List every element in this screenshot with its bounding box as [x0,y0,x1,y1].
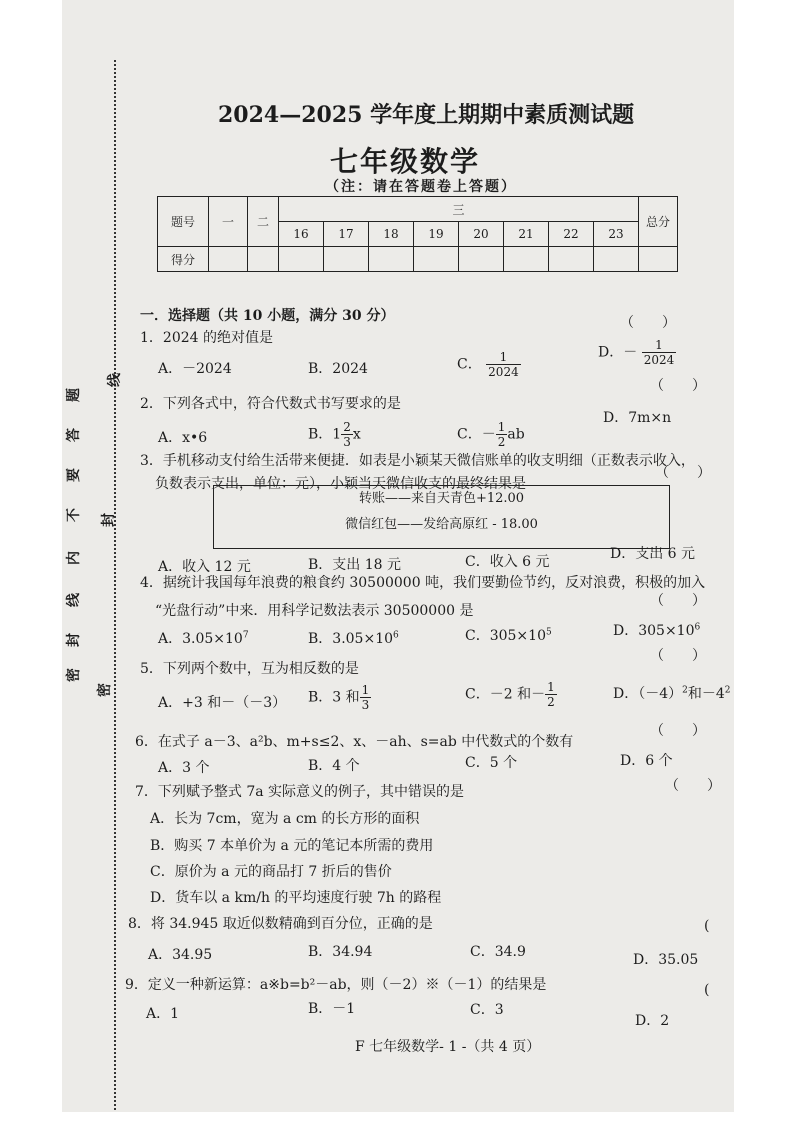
option-c: C．收入 6 元 [465,554,550,570]
option-b: B．4 个 [308,758,360,774]
answer-paren: （ ） [650,593,706,609]
score-cell [504,247,549,272]
question-6: 6．在式子 a－3、a²b、m+s≤2、x、－ah、s=ab 中代数式的个数有 [135,734,574,750]
numerator: 1 [361,683,370,697]
option-c-var: ab [507,426,525,443]
side-label: 封 [66,633,82,647]
answer-paren: （ ） [665,778,721,794]
option-a: A．收入 12 元 [158,559,251,575]
question-5: 5．下列两个数中，互为相反数的是 [140,661,359,677]
question-3-line2: 负数表示支出，单位：元），小颖当天微信收支的最终结果是 [155,476,526,492]
side-label: 不 [66,508,82,522]
option-b: B．－1 [308,1001,356,1017]
side-label: 密 [66,668,82,682]
denominator: 2 [497,435,506,449]
option-a: A．1 [146,1006,180,1022]
score-cell [279,247,324,272]
exponent: 7 [242,630,249,641]
side-label: 线 [107,373,123,387]
option-d: D．2 [635,1013,670,1029]
side-label: 要 [66,468,82,482]
option-d-mid: 和－4 [687,686,725,702]
question-7: 7．下列赋予整式 7a 实际意义的例子，其中错误的是 [135,784,465,800]
denominator: 3 [343,435,351,449]
score-cell [639,247,678,272]
question-4-line1: 4．据统计我国每年浪费的粮食约 30500000 吨，我们要勤俭节约，反对浪费，积极的加入 [140,575,706,591]
option-b-text: B．3.05×10 [308,631,394,647]
score-table [157,196,678,272]
denominator: 2024 [488,365,519,379]
option-d: D．货车以 a km/h 的平均速度行驶 7h 的路程 [150,890,442,906]
option-c [465,625,552,645]
sub-col: 18 [369,222,414,247]
option-b: B．34.94 [308,944,373,960]
exponent: 6 [393,630,399,641]
option-b [308,628,399,648]
option-d [598,338,676,367]
fraction [642,338,677,367]
side-label: 密 [97,683,113,697]
option-c-label: C．－2 和－ [465,686,546,703]
option-a: A．长为 7cm，宽为 a cm 的长方形的面积 [150,811,420,827]
score-cell [369,247,414,272]
option-c [457,420,525,449]
option-c-label: C．－ [457,426,496,443]
score-cell [414,247,459,272]
side-label: 答 [66,428,82,442]
option-c-label: C． [457,356,482,373]
answer-paren: （ ） [650,378,706,394]
answer-paren: ( [704,918,710,934]
numerator: 1 [486,350,521,365]
option-b [308,420,361,449]
question-2: 2．下列各式中，符合代数式书写要求的是 [140,396,401,412]
denominator: 3 [361,698,370,712]
option-a: A．+3 和－（－3） [158,695,287,711]
numerator: 1 [547,680,555,694]
exam-title: 2024—2025 学年度上期期中素质测试题 [218,102,635,128]
exponent: 5 [545,627,552,638]
option-a: A．34.95 [148,947,213,963]
option-c: C．34.9 [470,944,526,960]
numerator: 1 [497,420,506,434]
question-1: 1．2024 的绝对值是 [140,330,273,346]
exam-subject: 七年级数学 [330,145,481,178]
side-label: 封 [101,513,117,527]
option-d [613,620,700,640]
sub-col: 22 [549,222,594,247]
option-c [457,350,521,379]
score-cell [248,247,279,272]
question-9: 9．定义一种新运算：a※b=b²－ab，则（－2）※（－1）的结果是 [125,977,547,993]
option-c: C．原价为 a 元的商品打 7 折后的售价 [150,864,392,880]
exponent: 6 [694,622,701,633]
option-d-text: D．（－4） [613,686,683,702]
row-label: 题号 [158,197,209,247]
numerator: 2 [343,420,351,434]
option-a [158,628,249,648]
row-label: 得分 [158,247,209,272]
side-label: 题 [66,388,82,402]
sub-col: 19 [414,222,459,247]
option-d: D．支出 6 元 [610,546,696,562]
option-d: D．7m×n [603,410,672,426]
fraction [360,683,372,712]
sub-col: 21 [504,222,549,247]
score-cell [549,247,594,272]
col-two: 二 [248,197,279,247]
col-one: 一 [209,197,248,247]
bill-box [213,485,670,549]
option-b: B．支出 18 元 [308,557,402,573]
option-c-text: C．305×10 [465,628,546,644]
section-title: 一．选择题（共 10 小题，满分 30 分） [140,308,395,324]
fraction [496,420,508,449]
option-b: B．购买 7 本单价为 a 元的笔记本所需的费用 [150,838,434,854]
option-c [465,680,557,709]
fraction [545,680,557,709]
question-3-line1: 3．手机移动支付给生活带来便捷．如表是小颖某天微信账单的收支明细（正数表示收入， [140,453,695,469]
side-label: 线 [66,593,82,607]
question-8: 8．将 34.945 取近似数精确到百分位，正确的是 [128,916,433,932]
exponent: 2 [682,685,688,696]
exponent: 2 [724,685,731,696]
option-b-var: x [352,426,361,443]
exam-note: （注：请在答题卷上答题） [325,179,517,195]
sub-col: 20 [459,222,504,247]
option-b-label: B．3 和 [308,689,360,706]
answer-paren: ( [704,982,710,998]
score-cell [324,247,369,272]
numerator: 1 [642,338,677,353]
answer-paren: （ ） [655,465,711,481]
answer-paren: （ ） [650,723,706,739]
answer-paren: （ ） [650,648,706,664]
binding-line [114,60,116,1110]
side-label: 内 [66,551,82,565]
fraction [486,350,521,379]
score-cell [209,247,248,272]
option-a: A．x•6 [158,430,208,446]
col-total: 总分 [639,197,678,247]
question-4-line2: “光盘行动”中来．用科学记数法表示 30500000 是 [155,603,474,619]
denominator: 2 [547,695,555,709]
bill-line-2: 微信红包——发给高原红 - 18.00 [345,517,538,532]
option-b [308,683,371,712]
option-a: A．3 个 [158,760,210,776]
option-a-text: A．3.05×10 [158,631,243,647]
option-c: C．5 个 [465,755,518,771]
score-cell [459,247,504,272]
option-d-label: D．－ [598,344,638,361]
bill-line-1: 转账——来自天青色+12.00 [358,491,525,506]
sub-col: 16 [279,222,324,247]
option-d-text: D．305×10 [613,623,695,639]
fraction [341,420,353,449]
option-d [613,683,731,703]
sub-col: 17 [324,222,369,247]
option-d: D．35.05 [633,952,699,968]
option-a: A．－2024 [158,361,232,377]
option-b: B．2024 [308,361,368,377]
option-d: D．6 个 [620,753,673,769]
denominator: 2024 [643,353,675,367]
answer-paren: （ ） [620,315,676,331]
score-cell [594,247,639,272]
page-footer: F 七年级数学- 1 -（共 4 页） [355,1039,541,1055]
option-b-label: B．1 [308,426,342,443]
col-three: 三 [279,197,639,222]
sub-col: 23 [594,222,639,247]
option-c: C．3 [470,1002,504,1018]
